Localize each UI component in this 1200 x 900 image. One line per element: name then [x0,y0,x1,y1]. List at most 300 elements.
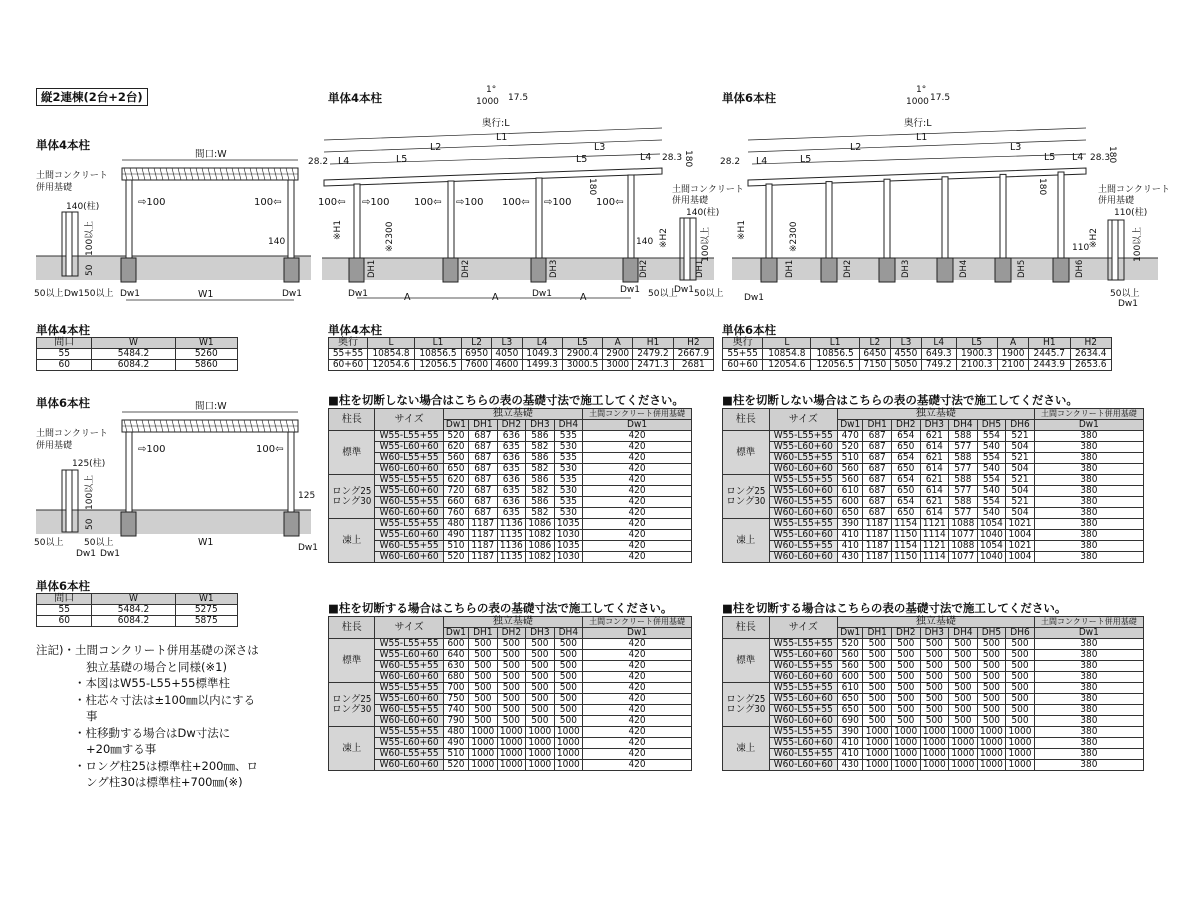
cell: 500 [497,672,526,683]
dim-L5a: L5 [800,154,812,165]
dim-dw-b: Dw1 [100,549,121,559]
cell: 500 [920,716,949,727]
size-cell: W60-L60+60 [375,464,443,475]
cell: 500 [554,672,583,683]
dh-label: DH3 [549,259,559,278]
cell: 6084.2 [92,360,175,371]
th: DH3 [526,420,555,431]
cell: 420 [583,760,692,771]
cell: 1000 [497,760,526,771]
cell: 500 [469,650,498,661]
cell: 1000 [920,727,949,738]
cell: 1000 [497,727,526,738]
cell: 1136 [497,541,526,552]
dim-w1: W1 [198,537,214,548]
cell: 500 [920,661,949,672]
cell: 720 [443,486,468,497]
cell: 500 [554,705,583,716]
cell: 530 [554,486,583,497]
cell: 540 [977,442,1006,453]
th: DH3 [920,628,949,639]
notice-right-nocut: ■柱を切断しない場合はこちらの表の基礎寸法で施工してください。 [722,393,1078,407]
cell: 1000 [863,760,892,771]
cell: 621 [920,497,949,508]
size-cell: W60-L60+60 [769,552,837,563]
cell: 500 [497,683,526,694]
th: 間口 [37,594,92,605]
cell: 2900 [603,349,633,360]
cell: 504 [1006,442,1035,453]
cell: 1187 [863,519,892,530]
cell: 500 [863,650,892,661]
arrow: ⇨100 [544,197,572,208]
cell: 1000 [863,749,892,760]
dim-L4b: L4 [640,152,652,163]
size-cell: W55-L55+55 [769,727,837,738]
cell: 55+55 [329,349,368,360]
th: L1 [415,338,462,349]
slope-deg: 1° [916,85,927,95]
foundation [761,258,777,282]
dh-label: DH4 [959,259,969,278]
th: 柱長 [329,409,375,431]
dim-140: 140 [268,237,286,247]
th: 柱長 [723,409,770,431]
cell: 2634.4 [1070,349,1111,360]
cell: 1077 [949,552,978,563]
note-line: ・柱芯々寸法は±100㎜以内にする [74,692,256,707]
cell: 420 [583,442,692,453]
cell: 500 [891,683,920,694]
cell: 500 [526,639,555,650]
dim-28-3: 28.3 [662,153,683,163]
size-cell: W60-L55+55 [375,749,443,760]
th: 土間コンクリート併用基礎 [583,409,692,420]
cell: 554 [977,453,1006,464]
cell: 380 [1034,464,1143,475]
cell: 1077 [949,530,978,541]
note-line: +20㎜する事 [86,742,157,756]
cell: 12054.6 [763,360,811,371]
cell: 500 [1006,705,1035,716]
dim-50b: 50以上 [84,538,114,548]
size-cell: W60-L55+55 [375,661,443,672]
cell: 380 [1034,705,1143,716]
note-line: ・本図はW55-L55+55標準柱 [74,676,230,690]
cell: 530 [554,464,583,475]
th: 土間コンクリート併用基礎 [1034,409,1143,420]
found-label2: 併用基礎 [1098,196,1135,206]
cell: 1004 [1006,552,1035,563]
cell: 1000 [920,749,949,760]
size-cell: W55-L55+55 [769,431,837,442]
cell: 1900.3 [956,349,997,360]
cell: 1150 [891,552,920,563]
cell: 540 [977,464,1006,475]
foundation-left [121,258,136,282]
size-cell: W55-L60+60 [375,530,443,541]
dim-180a: 180 [683,150,693,168]
cell: 480 [443,519,468,530]
cell: 2653.6 [1070,360,1111,371]
cell: 12056.5 [415,360,462,371]
cell: 1030 [554,552,583,563]
cell: 410 [838,530,863,541]
cell: 7600 [462,360,492,371]
cell: 560 [443,453,468,464]
cell: 600 [838,497,863,508]
cell: 635 [497,508,526,519]
cell: 500 [526,672,555,683]
cell: 1000 [891,749,920,760]
arrow-100a: ⇨100 [138,197,166,208]
dim-L5b: L5 [1044,152,1056,163]
cell: 420 [583,694,692,705]
cell: 1135 [497,552,526,563]
cell: 1136 [497,519,526,530]
th: DH6 [1006,420,1035,431]
cell: 500 [863,683,892,694]
cell: 500 [977,661,1006,672]
dh-label: DH2 [843,259,853,278]
cell: 535 [554,497,583,508]
th: サイズ [375,409,443,431]
cell: 1021 [1006,541,1035,552]
table-right-nocut [722,408,1144,563]
cell: 521 [1006,497,1035,508]
cell: 687 [469,497,498,508]
dim-H2: ※H2 [1089,227,1099,248]
cell: 586 [526,431,555,442]
arrow-100b: 100⇦ [254,197,282,208]
cell: 687 [863,442,892,453]
cell: 687 [863,453,892,464]
cell: 500 [863,716,892,727]
cell: 500 [1006,672,1035,683]
th: DH3 [920,420,949,431]
cell: 500 [1006,694,1035,705]
cell: 640 [443,650,468,661]
cell: 380 [1034,694,1143,705]
dim-H1: ※H1 [333,219,343,240]
cell: 504 [1006,486,1035,497]
cell: 1000 [1006,760,1035,771]
cell: 554 [977,475,1006,486]
size-cell: W55-L55+55 [769,639,837,650]
size-cell: W60-L60+60 [769,464,837,475]
cell: 2681 [673,360,713,371]
th: W1 [175,594,237,605]
cell: 1000 [949,749,978,760]
size-cell: W55-L60+60 [375,738,443,749]
cell: 380 [1034,530,1143,541]
cell: 1088 [949,519,978,530]
cell: 380 [1034,716,1143,727]
dim-17-5: 17.5 [930,93,951,103]
cell: 55+55 [723,349,763,360]
dim-100: 100以上 [701,226,711,262]
cell: 6450 [859,349,890,360]
dh-label: DH5 [1017,259,1027,278]
th: DH1 [863,420,892,431]
cell: 500 [497,661,526,672]
table-mid-cut [328,616,692,771]
notice-right-cut: ■柱を切断する場合はこちらの表の基礎寸法で施工してください。 [722,601,1067,615]
group-label: 凍上 [329,727,375,771]
dim-28-2: 28.2 [308,157,329,167]
dim-H2: ※H2 [659,227,669,248]
cell: 1000 [949,727,978,738]
cell: 540 [977,508,1006,519]
cell: 1030 [554,530,583,541]
cell: 630 [443,661,468,672]
cell: 1088 [949,541,978,552]
cell: 500 [920,683,949,694]
cell: 1154 [891,519,920,530]
table-left-a [36,337,238,371]
cell: 614 [920,508,949,519]
dim-28-2: 28.2 [720,157,741,167]
cell: 420 [583,705,692,716]
group-label: 凍上 [329,519,375,563]
cell: 5860 [175,360,237,371]
cell: 5275 [175,605,237,616]
cell: 635 [497,486,526,497]
size-cell: W60-L60+60 [769,716,837,727]
dim-17-5: 17.5 [508,93,529,103]
slope-run: 1000 [906,97,929,107]
cell: 420 [583,749,692,760]
cell: 2667.9 [673,349,713,360]
cell: 1000 [977,749,1006,760]
cell: 380 [1034,486,1143,497]
cell: 654 [891,431,920,442]
group-label: ロング25 ロング30 [723,683,770,727]
cell: 5484.2 [92,605,175,616]
cell: 1054 [977,541,1006,552]
cell: 600 [838,672,863,683]
mid-title: 単体4本柱 [328,91,383,105]
arrow-100b: 100⇦ [256,444,284,455]
cell: 1000 [526,749,555,760]
cell: 582 [526,508,555,519]
dim-dw-a: Dw1 [348,289,369,299]
th: A [997,338,1028,349]
dim-50a: 50以上 [34,538,64,548]
cell: 480 [443,727,468,738]
cell: 1000 [891,760,920,771]
cell: 500 [469,639,498,650]
cell: 650 [443,464,468,475]
cell: 500 [891,694,920,705]
dim-180b: 180 [1037,178,1047,196]
th: サイズ [769,409,837,431]
size-cell: W55-L60+60 [769,442,837,453]
th: 独立基礎 [838,409,1035,420]
dim-dw-a: Dw1 [744,293,765,303]
cell: 687 [469,508,498,519]
cell: 588 [949,475,978,486]
th: サイズ [769,617,837,639]
cell: 1000 [526,727,555,738]
th: W [92,338,175,349]
th: 間口 [37,338,92,349]
cell: 520 [443,760,468,771]
foundation [1053,258,1069,282]
cell: 500 [920,650,949,661]
table-mid-dim-title: 単体4本柱 [328,323,383,337]
cell: 500 [1006,639,1035,650]
size-cell: W60-L55+55 [375,453,443,464]
dh-label: DH3 [901,259,911,278]
cell: 680 [443,672,468,683]
dim-110col: 110(柱) [1114,208,1148,218]
cell: 4550 [890,349,921,360]
arrow: 100⇦ [414,197,442,208]
th: L5 [562,338,602,349]
cell: 380 [1034,738,1143,749]
cell: 1187 [469,519,498,530]
notice-mid-nocut: ■柱を切断しない場合はこちらの表の基礎寸法で施工してください。 [328,393,684,407]
dim-50: 50 [85,518,95,530]
cell: 380 [1034,431,1143,442]
cell: 600 [443,639,468,650]
cell: 650 [891,508,920,519]
cell: 500 [497,639,526,650]
cell: 380 [1034,519,1143,530]
cell: 1187 [863,541,892,552]
arrow: 100⇦ [502,197,530,208]
cell: 650 [838,705,863,716]
cell: 577 [949,442,978,453]
cell: 420 [583,727,692,738]
cell: 1187 [469,541,498,552]
dim-100: 100以上 [85,220,95,256]
dim-50a: 50以上 [648,289,678,299]
cell: 687 [469,464,498,475]
cell: 586 [526,475,555,486]
th: L [763,338,811,349]
size-cell: W60-L60+60 [375,716,443,727]
cell: 60+60 [329,360,368,371]
cell: 2445.7 [1029,349,1070,360]
cell: 654 [891,475,920,486]
dim-2300: ※2300 [385,221,395,252]
cell: 6084.2 [92,616,175,627]
cell: 636 [497,475,526,486]
cell: 500 [891,716,920,727]
cell: 420 [583,486,692,497]
cell: 5260 [175,349,237,360]
th: Dw1 [1034,628,1143,639]
th: DH4 [949,628,978,639]
cell: 7150 [859,360,890,371]
cell: 500 [1006,661,1035,672]
dim-w1: W1 [198,289,214,300]
size-cell: W55-L55+55 [375,431,443,442]
cell: 687 [469,486,498,497]
cell: 500 [526,716,555,727]
cell: 650 [891,442,920,453]
cell: 1000 [949,760,978,771]
cell: 500 [1006,650,1035,661]
size-cell: W55-L60+60 [769,530,837,541]
th: DH1 [469,420,498,431]
cell: 500 [497,694,526,705]
foundation [821,258,837,282]
cell: 1000 [554,760,583,771]
size-cell: W55-L55+55 [769,475,837,486]
dim-100: 100以上 [85,474,95,510]
th: DH2 [891,420,920,431]
th: DH1 [863,628,892,639]
cell: 500 [469,661,498,672]
cell: 380 [1034,661,1143,672]
cell: 410 [838,738,863,749]
th: Dw1 [443,420,468,431]
cell: 1021 [1006,519,1035,530]
cell: 1000 [469,727,498,738]
cell: 510 [443,749,468,760]
cell: 535 [554,475,583,486]
th: L3 [492,338,522,349]
cell: 500 [554,683,583,694]
size-cell: W55-L55+55 [375,475,443,486]
dim-2300: ※2300 [789,221,799,252]
found-label2: 併用基礎 [36,441,73,451]
dim-A1: A [404,292,411,303]
cell: 420 [583,497,692,508]
th: 独立基礎 [443,617,582,628]
dim-180b: 180 [587,178,597,196]
cell: 1082 [526,552,555,563]
arrow-100a: ⇨100 [138,444,166,455]
cell: 687 [863,486,892,497]
cell: 3000 [603,360,633,371]
dim-110: 110 [1072,243,1090,253]
cell: 60 [37,616,92,627]
cell: 6950 [462,349,492,360]
cell: 1000 [469,760,498,771]
cell: 687 [469,431,498,442]
cell: 1049.3 [522,349,562,360]
cell: 610 [838,683,863,694]
note-line: ・柱移動する場合はDw寸法に [74,725,231,740]
dh-label: DH2 [461,259,471,278]
cell: 380 [1034,727,1143,738]
th: H2 [673,338,713,349]
cell: 1000 [977,727,1006,738]
cell: 420 [583,683,692,694]
cell: 500 [949,716,978,727]
group-label: 凍上 [723,727,770,771]
dim-dw-a: Dw1 [64,289,85,299]
cell: 500 [977,694,1006,705]
cell: 500 [469,705,498,716]
cell: 520 [443,431,468,442]
foundation [879,258,895,282]
cell: 380 [1034,475,1143,486]
dim-dw-c: Dw1 [620,285,641,295]
left-b-title: 単体6本柱 [36,396,91,410]
note-line: ング柱30は標準柱+700㎜(※) [86,775,243,789]
cell: 650 [891,486,920,497]
cell: 380 [1034,639,1143,650]
cell: 577 [949,464,978,475]
size-cell: W60-L60+60 [769,508,837,519]
cell: 1000 [554,727,583,738]
th: L4 [522,338,562,349]
